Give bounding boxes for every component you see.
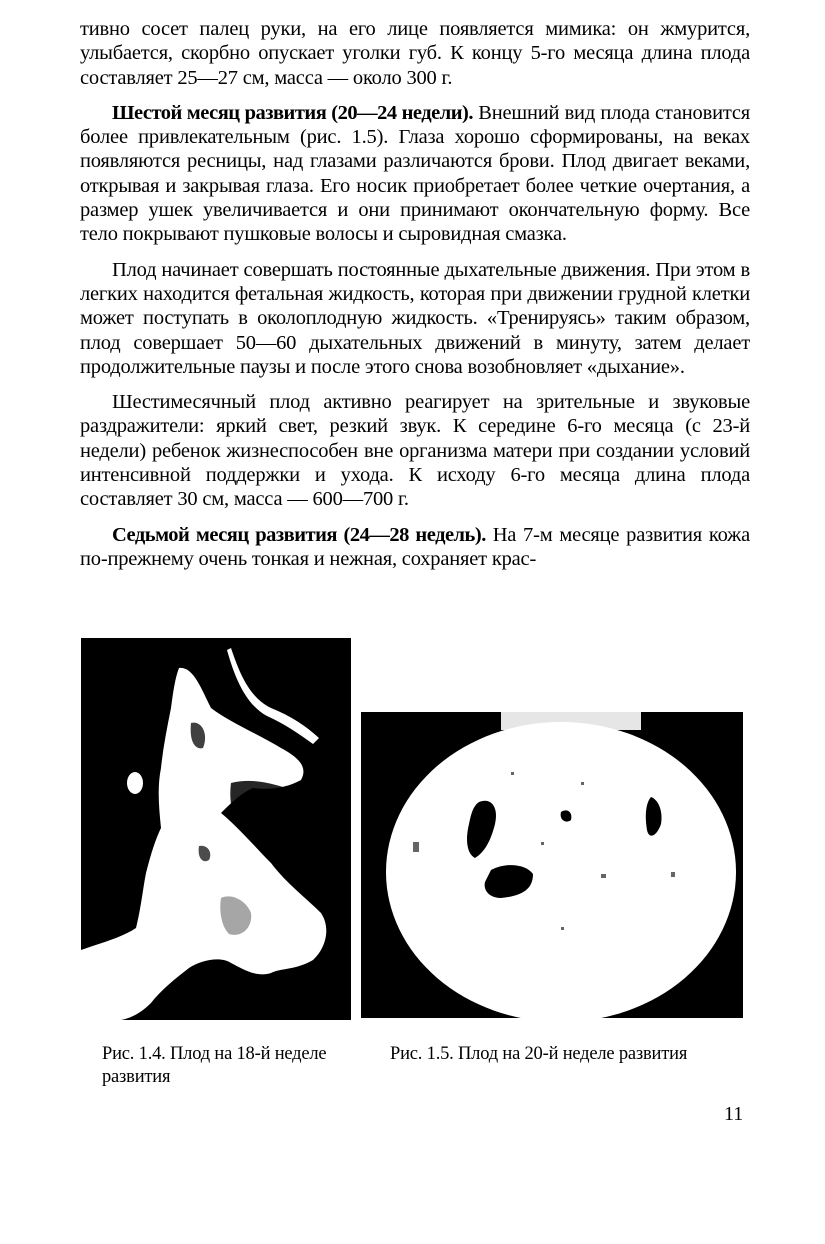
fetus-face-image [361,712,743,1018]
section-heading-sixth-month: Шестой месяц развития (20—24 недели). [112,101,473,124]
figure-1-4-image [81,638,351,1020]
paragraph-reactions [80,390,750,511]
paragraph-text: Внешний вид плода становится более привлекательным (рис. 1.5). Глаза хорошо сформированы, на веках появляются ресницы, над глазами различаются брови. Плод двигает веками, открывая и закрывая глаза. Его носик приобретает более четкие очертания, а размер ушек увеличивается и они принимают окончательную форму. Все тело покрывают пушковые волосы и сыровидная смазка. [80,101,750,246]
figure-1-5-image [361,712,743,1018]
paragraph-text: Шестимесячный плод активно реагирует на зрительные и звуковые раздражители: яркий свет, резкий звук. К середине 6-го месяца (с 23-й недели) ребенок жизнеспособен вне организма матери при создании условий интенсивной поддержки и ухода. К исходу 6-го месяца длина плода составляет 30 см, масса — 600—700 г. [80,391,750,511]
paragraph-seventh-month [80,523,750,572]
paragraph-breathing [80,258,750,379]
body-text [80,17,750,582]
paragraph-continuation [80,17,750,90]
figure-1-4-caption: Рис. 1.4. Плод на 18-й неделе развития [102,1044,327,1087]
fetus-profile-image [81,638,351,1020]
page-number: 11 [724,1103,744,1125]
paragraph-text: На 7-м месяце развития кожа по-прежнему очень тонкая и нежная, сохраняет крас- [80,523,750,570]
figure-1-5-caption: Рис. 1.5. Плод на 20-й неделе развития [390,1044,688,1064]
paragraph-text: тивно сосет палец руки, на его лице появляется мимика: он жмурится, улыбается, скорбно опускает уголки губ. К концу 5-го месяца длина плода составляет 25—27 см, масса — около 300 г. [80,18,750,89]
paragraph-sixth-month [80,101,750,247]
section-heading-seventh-month: Седьмой месяц развития (24—28 недель). [112,523,486,546]
paragraph-text: Плод начинает совершать постоянные дыхательные движения. При этом в легких находится фетальная жидкость, которая при движении грудной клетки может поступать в околоплодную жидкость. «Тренируясь» таким образом, плод совершает 50—60 дыхательных движений в минуту, затем делает продолжительные паузы и после этого снова возобновляет «дыхание». [80,258,750,378]
